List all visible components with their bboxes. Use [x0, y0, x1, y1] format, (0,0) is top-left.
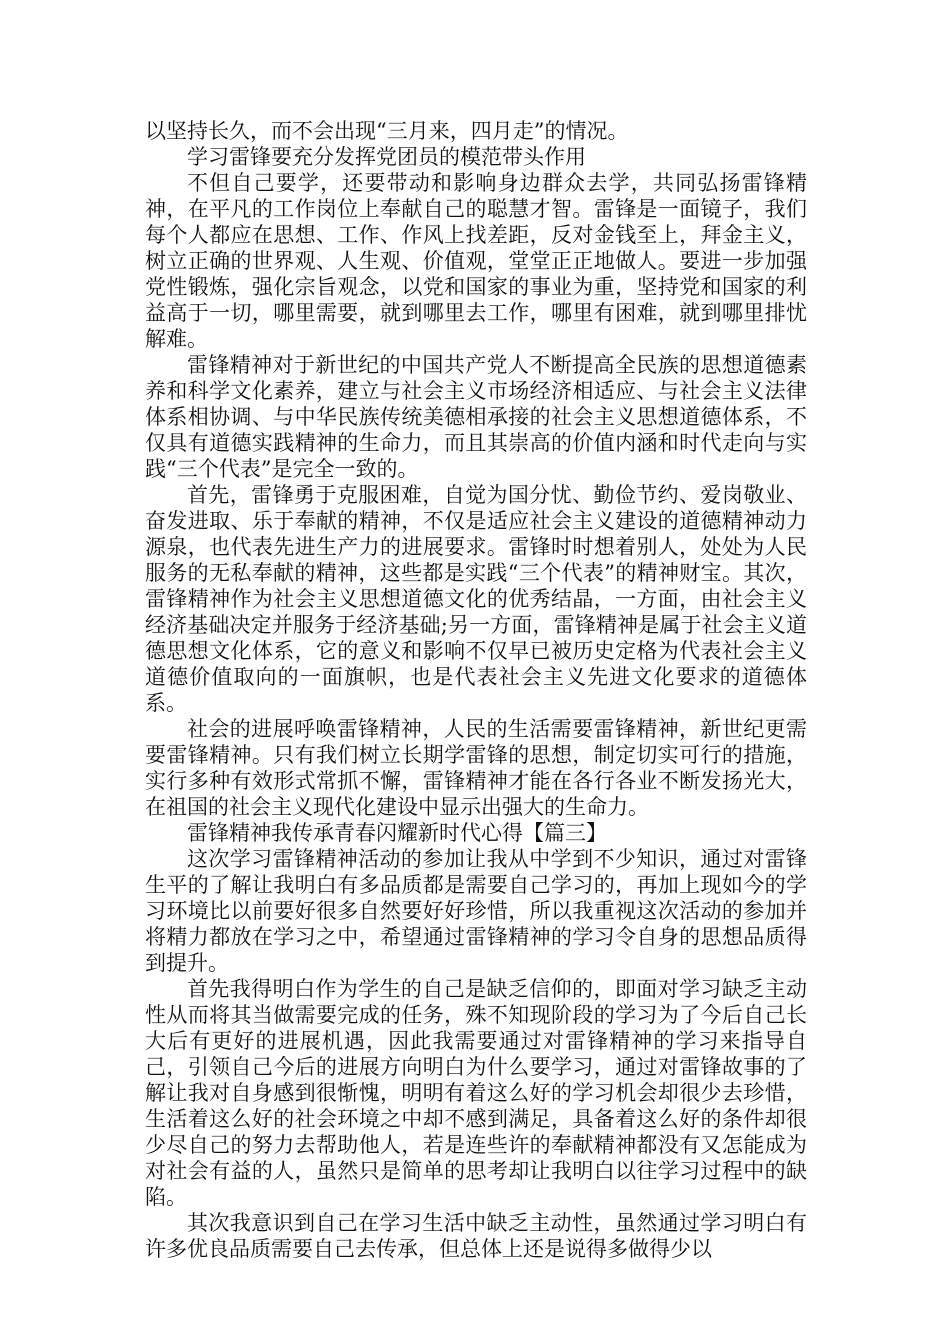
body-paragraph: 雷锋精神对于新世纪的中国共产党人不断提高全民族的思想道德素养和科学文化素养，建立与社会主义市场经济相适应、与社会主义法律体系相协调、与中华民族传统美德相承接的社会主义思想道德体系，不仅具有道德实践精神的生命力，而且其崇高的价值内涵和时代走向与实践“三个代表”是完全一致的。 [145, 353, 807, 481]
paragraph-continuation: 以坚持长久，而不会出现“三月来，四月走”的情况。 [145, 119, 629, 143]
body-paragraph: 首先我得明白作为学生的自己是缺乏信仰的，即面对学习缺乏主动性从而将其当做需要完成的任务，殊不知现阶段的学习为了今后自己长大后有更好的进展机遇，因此我需要通过对雷锋精神的学习来指导自己，引领自己今后的进展方向明白为什么要学习，通过对雷锋故事的了解让我对自身感到很惭愧，明明有着这么好的学习机会却很少去珍惜，生活着这么好的社会环境之中却不感到满足，具备着这么好的条件却很少尽自己的努力去帮助他人，若是连些许的奉献精神都没有又怎能成为对社会有益的人，虽然只是简单的思考却让我明白以往学习过程中的缺陷。 [145, 977, 807, 1209]
body-paragraph: 这次学习雷锋精神活动的参加让我从中学到不少知识，通过对雷锋生平的了解让我明白有多品质都是需要自己学习的，再加上现如今的学习环境比以前要好很多自然要好好珍惜，所以我重视这次活动的参加并将精力都放在学习之中，希望通过雷锋精神的学习令自身的思想品质得到提升。 [145, 847, 807, 975]
document-page [145, 118, 807, 1262]
section-heading: 雷锋精神我传承青春闪耀新时代心得【篇三】 [187, 821, 607, 845]
body-paragraph: 不但自己要学，还要带动和影响身边群众去学，共同弘扬雷锋精神，在平凡的工作岗位上奉献自己的聪慧才智。雷锋是一面镜子，我们每个人都应在思想、工作、作风上找差距，反对金钱至上，拜金主义，树立正确的世界观、人生观、价值观，堂堂正正地做人。要进一步加强党性锻炼，强化宗旨观念，以党和国家的事业为重，坚持党和国家的利益高于一切，哪里需要，就到哪里去工作，哪里有困难，就到哪里排忧解难。 [145, 171, 807, 351]
body-paragraph: 首先，雷锋勇于克服困难，自觉为国分忧、勤俭节约、爱岗敬业、奋发进取、乐于奉献的精神，不仅是适应社会主义建设的道德精神动力源泉，也代表先进生产力的进展要求。雷锋时时想着别人，处处为人民服务的无私奉献的精神，这些都是实践“三个代表”的精神财宝。其次，雷锋精神作为社会主义思想道德文化的优秀结晶，一方面，由社会主义经济基础决定并服务于经济基础;另一方面，雷锋精神是属于社会主义道德思想文化体系，它的意义和影响不仅早已被历史定格为代表社会主义道德价值取向的一面旗帜，也是代表社会主义先进文化要求的道德体系。 [145, 483, 807, 715]
section-heading: 学习雷锋要充分发挥党团员的模范带头作用 [187, 145, 586, 169]
body-paragraph: 其次我意识到自己在学习生活中缺乏主动性，虽然通过学习明白有许多优良品质需要自己去传承，但总体上还是说得多做得少以 [145, 1211, 807, 1261]
body-paragraph: 社会的进展呼唤雷锋精神，人民的生活需要雷锋精神，新世纪更需要雷锋精神。只有我们树立长期学雷锋的思想，制定切实可行的措施，实行多种有效形式常抓不懈，雷锋精神才能在各行各业不断发扬光大，在祖国的社会主义现代化建设中显示出强大的生命力。 [145, 717, 807, 819]
